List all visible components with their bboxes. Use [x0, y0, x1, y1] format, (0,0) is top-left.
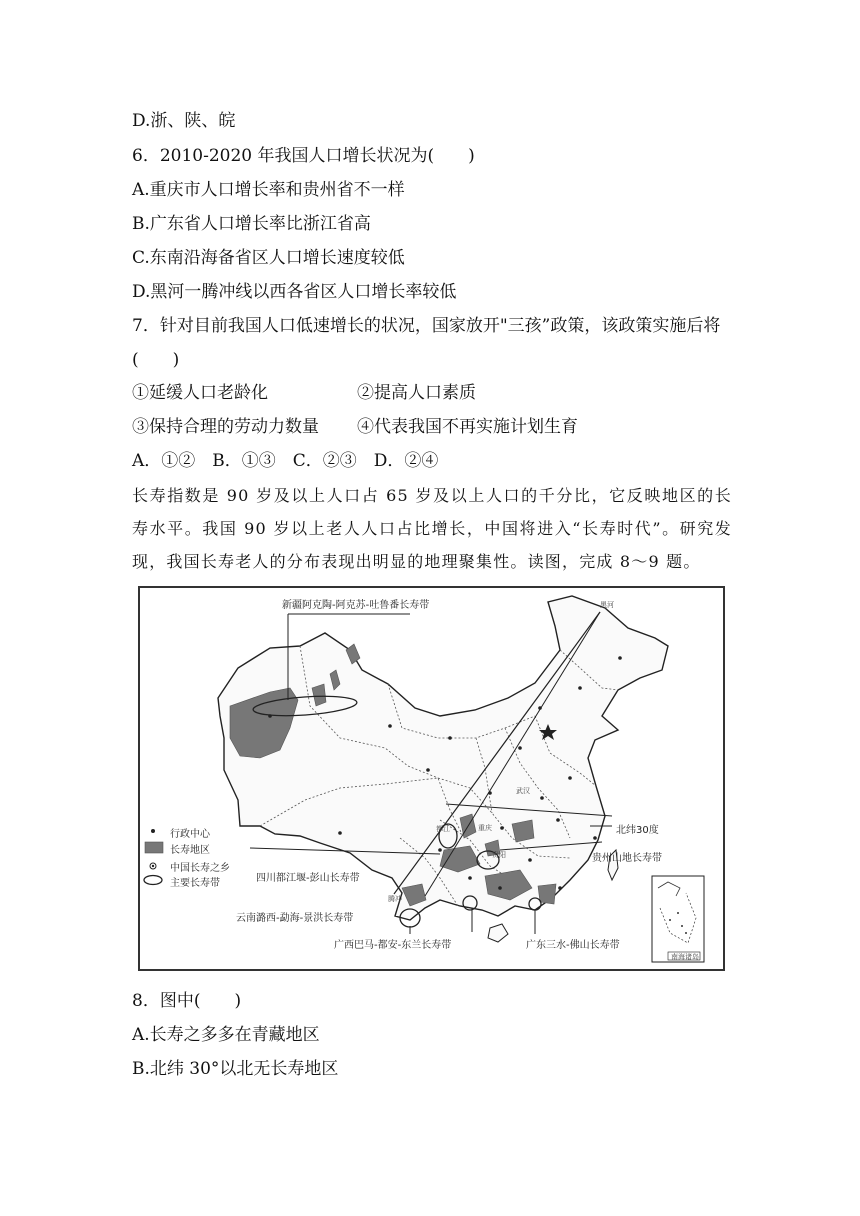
label-chengdu: 都江: [436, 825, 450, 833]
label-north30: 北纬30度: [616, 825, 659, 836]
label-guizhou-belt: 贵州山地长寿带: [592, 853, 662, 864]
legend-admin-center: 行政中心: [170, 829, 210, 840]
china-longevity-map: [138, 586, 725, 971]
q8-option-a: A.长寿之多多在青藏地区: [132, 1025, 320, 1045]
q6-option-c: C.东南沿海备省区人口增长速度较低: [132, 248, 405, 268]
label-guangxi-belt: 广西巴马-都安-东兰长寿带: [334, 940, 452, 951]
q8-stem: 8．图中( ): [132, 991, 242, 1011]
legend-main-belt: 主要长寿带: [170, 878, 220, 889]
q7-stem-cont: ( ): [132, 350, 180, 370]
q7-item-1: ①延缓人口老龄化: [132, 383, 268, 403]
label-inset-caption: 南海诸岛: [671, 953, 699, 961]
q6-option-d: D.黑河一腾冲线以西各省区人口增长率较低: [132, 282, 457, 302]
legend-symbols: [144, 829, 163, 885]
hainan-island: [488, 924, 508, 942]
q6-option-a: A.重庆市人口增长率和贵州省不一样: [132, 180, 405, 200]
label-guangdong-belt: 广东三水-佛山长寿带: [526, 940, 620, 951]
label-guiyang: 贵阳: [492, 851, 506, 859]
passage: 长寿指数是 90 岁及以上人口占 65 岁及以上人口的千分比，它反映地区的长寿水平。我国 90 岁以上老人人口占比增长，中国将进入“长寿时代”。研究发现，我国长寿老人的分布表现出明显的地理聚集性。读图，完成 8～9 题。: [132, 486, 732, 571]
q5-option-d: D.浙、陕、皖: [132, 111, 236, 131]
q7-stem: 7．针对目前我国人口低速增长的状况，国家放开"三孩”政策，该政策实施后将: [132, 316, 721, 336]
label-chongqing: 重庆: [478, 824, 492, 832]
q6-stem: 6．2010-2020 年我国人口增长状况为( ): [132, 146, 475, 166]
label-tengchong: 腾冲: [388, 895, 402, 903]
q7-item-4: ④代表我国不再实施计划生育: [357, 417, 578, 437]
label-wuhan: 武汉: [516, 787, 530, 795]
map-drawing: [140, 588, 723, 969]
q6-option-b: B.广东省人口增长率比浙江省高: [132, 214, 371, 234]
q7-item-2: ②提高人口素质: [357, 383, 476, 403]
label-xinjiang-belt: 新疆阿克陶-阿克苏-吐鲁番长寿带: [282, 600, 430, 611]
legend-longevity-area: 长寿地区: [170, 845, 210, 856]
label-yunnan-belt: 云南潞西-勐海-景洪长寿带: [236, 913, 354, 924]
q8-option-b: B.北纬 30°以北无长寿地区: [132, 1059, 339, 1079]
q7-item-3: ③保持合理的劳动力数量: [132, 417, 319, 437]
south-sea-inset: [652, 876, 704, 962]
q7-choices: A．①② B．①③ C．②③ D．②④: [132, 451, 439, 471]
legend-longevity-town: 中国长寿之乡: [170, 863, 230, 874]
label-sichuan-belt: 四川都江堰-彭山长寿带: [256, 873, 360, 884]
label-heihe: 黑河: [600, 601, 614, 609]
